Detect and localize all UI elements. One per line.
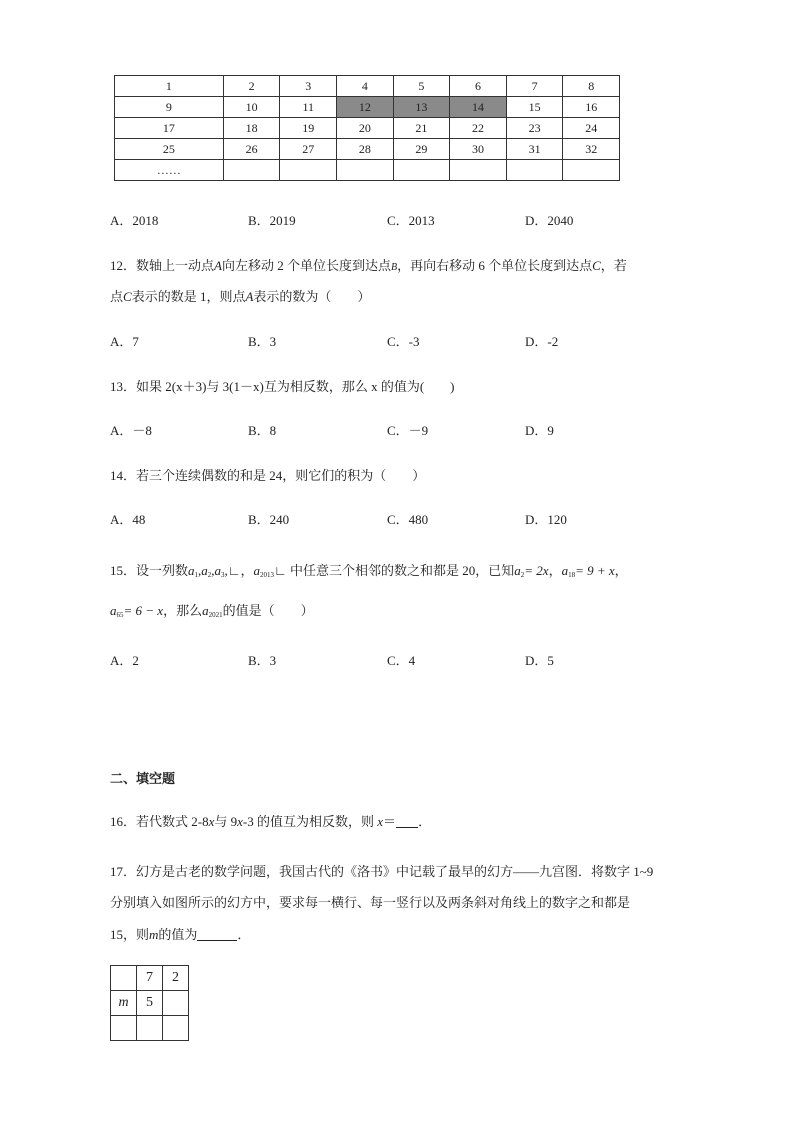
- grid-cell: 24: [563, 118, 620, 139]
- option-c: C．2013: [387, 213, 435, 228]
- grid-cell: 17: [115, 118, 224, 139]
- q12-line1: 12．数轴上一动点A向左移动 2 个单位长度到达点B，再向右移动 6 个单位长度到达点C，若: [110, 258, 627, 273]
- grid-cell: 4: [337, 76, 394, 97]
- q15-line1: 15．设一列数$a_1,a_2,a_3,∟$，$a_{2013}∟$ 中任意三个相邻的数之和都是 20，已知$a_2= 2x$，$a_{18}= 9 + x$，: [110, 563, 628, 579]
- grid-cell: [223, 160, 280, 181]
- grid-cell: 13: [393, 97, 450, 118]
- q17-line2: 分别填入如图所示的幻方中，要求每一横行、每一竖行以及两条斜对角线上的数字之和都是: [110, 895, 631, 910]
- grid-cell: 32: [563, 139, 620, 160]
- grid-cell: 6: [450, 76, 507, 97]
- grid-cell: [393, 160, 450, 181]
- grid-cell: 7: [506, 76, 563, 97]
- grid-cell: 20: [337, 118, 394, 139]
- q13-text: 13．如果 2(x＋3)与 3(1－x)互为相反数，那么 x 的值为( ): [110, 379, 455, 394]
- option-b: B．2019: [248, 213, 296, 228]
- grid-cell: [337, 160, 394, 181]
- grid-cell: 26: [223, 139, 280, 160]
- q11-options: [110, 212, 710, 230]
- section-title: 二、填空题: [110, 772, 176, 787]
- answer-blank[interactable]: [197, 927, 237, 941]
- magic-cell: [163, 1016, 189, 1041]
- grid-cell: 31: [506, 139, 563, 160]
- magic-cell: m: [111, 991, 137, 1016]
- grid-cell: 21: [393, 118, 450, 139]
- grid-cell: 8: [563, 76, 620, 97]
- grid-cell: [563, 160, 620, 181]
- q17-line1: 17．幻方是古老的数学问题，我国古代的《洛书》中记载了最早的幻方——九宫图．将数字 1~9: [110, 864, 654, 879]
- magic-cell: [111, 966, 137, 991]
- magic-cell: 5: [137, 991, 163, 1016]
- grid-row: [115, 139, 620, 160]
- option-a: A．48: [110, 512, 146, 527]
- option-b: B．3: [248, 653, 277, 668]
- grid-cell: ……: [115, 160, 224, 181]
- option-a: A．－8: [110, 423, 152, 438]
- grid-cell: 1: [115, 76, 224, 97]
- magic-row: [111, 991, 189, 1016]
- grid-row: [115, 76, 620, 97]
- grid-row: [115, 118, 620, 139]
- grid-cell: 10: [223, 97, 280, 118]
- grid-cell: [280, 160, 337, 181]
- magic-square: [110, 965, 189, 1041]
- q15-options: [110, 652, 710, 670]
- q15-line2: $a_{65}= 6 - x$，那么$a_{2021}$的值是（ ）: [110, 603, 314, 619]
- number-grid: [114, 75, 620, 181]
- grid-cell: [450, 160, 507, 181]
- grid-cell: [506, 160, 563, 181]
- option-d: D．2040: [525, 213, 574, 228]
- option-b: B．240: [248, 512, 290, 527]
- grid-cell: 15: [506, 97, 563, 118]
- option-b: B．8: [248, 423, 277, 438]
- option-c: C．480: [387, 512, 429, 527]
- grid-cell: 9: [115, 97, 224, 118]
- q17-line3: 15，则m的值为 ．: [110, 927, 251, 942]
- magic-cell: 2: [163, 966, 189, 991]
- option-a: A．7: [110, 334, 139, 349]
- magic-cell: [111, 1016, 137, 1041]
- answer-blank[interactable]: [396, 814, 418, 828]
- grid-row: [115, 97, 620, 118]
- grid-cell: 11: [280, 97, 337, 118]
- grid-cell: 25: [115, 139, 224, 160]
- option-a: A．2: [110, 653, 139, 668]
- magic-cell: [137, 1016, 163, 1041]
- grid-cell: 22: [450, 118, 507, 139]
- option-d: D．-2: [525, 334, 559, 349]
- option-a: A．2018: [110, 213, 159, 228]
- magic-row: [111, 1016, 189, 1041]
- q12-line2: 点C表示的数是 1，则点A表示的数为（ ）: [110, 289, 371, 304]
- grid-cell: 12: [337, 97, 394, 118]
- grid-cell: 5: [393, 76, 450, 97]
- grid-cell: 27: [280, 139, 337, 160]
- option-d: D．9: [525, 423, 554, 438]
- option-d: D．120: [525, 512, 567, 527]
- grid-cell: 3: [280, 76, 337, 97]
- grid-cell: 29: [393, 139, 450, 160]
- option-c: C．-3: [387, 334, 420, 349]
- q13-options: [110, 422, 710, 440]
- grid-cell: 19: [280, 118, 337, 139]
- option-c: C．4: [387, 653, 416, 668]
- grid-cell: 30: [450, 139, 507, 160]
- q14-text: 14．若三个连续偶数的和是 24，则它们的积为（ ）: [110, 468, 426, 483]
- grid-cell: 2: [223, 76, 280, 97]
- grid-cell: 23: [506, 118, 563, 139]
- option-d: D．5: [525, 653, 554, 668]
- q16-text: 16．若代数式 2-8x与 9x-3 的值互为相反数，则 x＝ ．: [110, 814, 432, 829]
- option-b: B．3: [248, 334, 277, 349]
- magic-cell: 7: [137, 966, 163, 991]
- grid-cell: 16: [563, 97, 620, 118]
- grid-cell: 18: [223, 118, 280, 139]
- grid-row: [115, 160, 620, 181]
- option-c: C．－9: [387, 423, 429, 438]
- grid-cell: 28: [337, 139, 394, 160]
- q14-options: [110, 511, 710, 529]
- q12-options: [110, 333, 710, 351]
- grid-cell: 14: [450, 97, 507, 118]
- magic-row: [111, 966, 189, 991]
- magic-cell: [163, 991, 189, 1016]
